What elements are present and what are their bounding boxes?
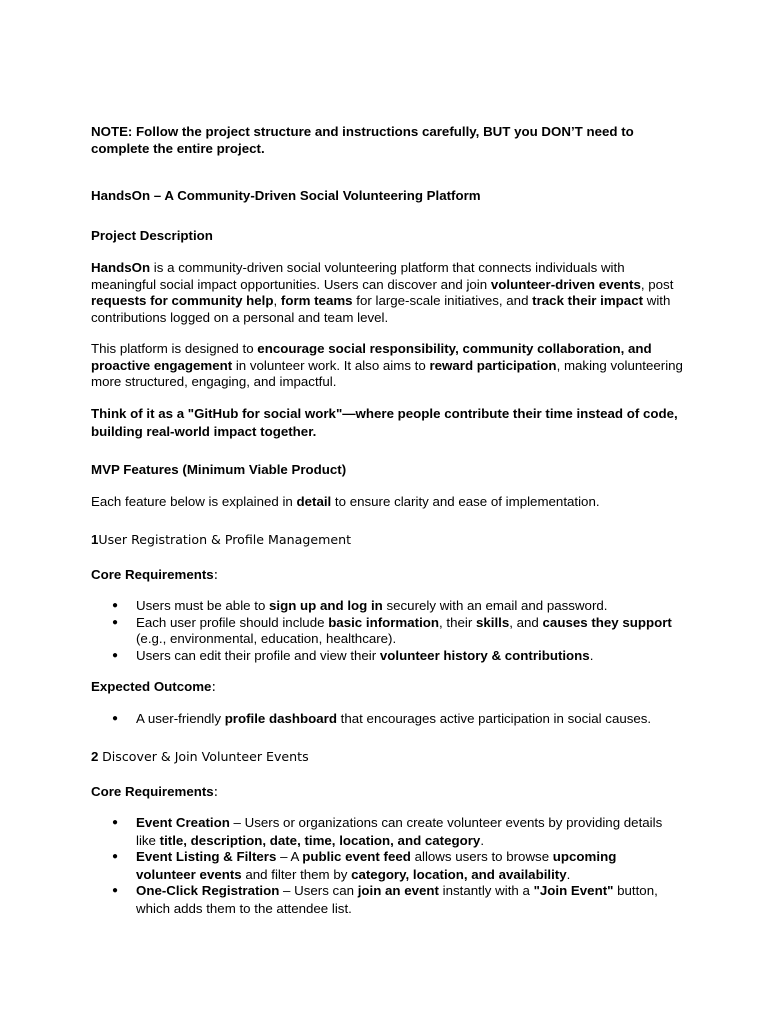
section-title: Discover & Join Volunteer Events — [102, 749, 309, 764]
section-title: User Registration & Profile Management — [98, 532, 352, 547]
heading-text: Core Requirements — [91, 784, 214, 799]
bold-run: title, description, date, time, location, and category — [159, 832, 481, 848]
text-run: Each user profile should include — [136, 614, 329, 630]
section-2-heading — [91, 749, 691, 766]
bold-run: "Join Event" — [533, 883, 614, 899]
bold-run: requests for community help — [91, 293, 274, 309]
heading-text: Expected Outcome — [91, 679, 212, 694]
bold-run: causes they support — [542, 614, 672, 630]
heading-colon: : — [213, 568, 219, 583]
text-run: in volunteer work. It also aims to — [232, 357, 430, 373]
text-run: . — [480, 832, 485, 848]
core-requirements-list — [112, 815, 672, 918]
title-text: HandsOn – A Community-Driven Social Volunteering Platform — [91, 188, 481, 203]
text-run: with contributions logged on a personal and team level. — [91, 293, 671, 325]
heading-text: MVP Features (Minimum Viable Product) — [91, 462, 347, 477]
text-run: , making volunteering more structured, engaging, and impactful. — [91, 357, 683, 390]
bold-run: public event feed — [302, 849, 411, 865]
heading-text: Core Requirements — [91, 567, 214, 582]
bold-run: Event Listing & Filters — [136, 849, 277, 865]
text-run: is a community-driven social volunteering platform that connects individuals with meaningful social impact opportunities. Users can discover and join — [91, 260, 625, 292]
text-run: – Users can — [279, 883, 358, 899]
intro-paragraph — [91, 260, 691, 326]
brand-name: HandsOn — [91, 260, 151, 275]
note-paragraph: NOTE: Follow the project structure and instructions carefully, BUT you DON’T need to complete the entire project. — [91, 124, 634, 156]
text-run: Each feature below is explained in — [91, 494, 297, 509]
text-run: (e.g., environmental, education, healthcare). — [136, 631, 397, 647]
text-run: to ensure clarity and ease of implementation. — [331, 494, 600, 509]
list-item — [112, 711, 672, 728]
text-run: Users can edit their profile and view their — [136, 647, 380, 663]
text-run: Users must be able to — [136, 598, 270, 613]
list-item — [112, 883, 672, 917]
text-run: securely with an email and password. — [382, 598, 608, 613]
text-run: , and — [509, 614, 543, 630]
think-paragraph — [91, 406, 691, 440]
bold-run: volunteer history & contributions — [379, 647, 590, 663]
bold-run: track their impact — [532, 293, 644, 309]
heading-colon: : — [213, 785, 219, 800]
mvp-heading — [91, 462, 691, 480]
bold-run: One-Click Registration — [136, 883, 280, 899]
expected-outcome-heading — [91, 679, 691, 697]
section-number: 2 — [91, 749, 99, 764]
bold-run: sign up and log in — [269, 598, 383, 613]
bold-run: form teams — [280, 293, 353, 309]
list-item — [112, 648, 672, 665]
text-run: , post — [640, 276, 674, 292]
bold-run: encourage social responsibility, community collaboration, and proactive engagement — [91, 341, 652, 373]
text-run: – A — [276, 849, 303, 865]
text-run: This platform is designed to — [91, 341, 258, 356]
bold-run: profile dashboard — [224, 711, 337, 726]
heading-colon: : — [211, 680, 216, 695]
text-run: , their — [439, 614, 476, 630]
text-run: – Users or organizations can create volunteer events by providing details like — [136, 815, 663, 848]
text-run: instantly with a — [438, 883, 534, 899]
project-description-heading — [91, 228, 691, 246]
core-requirements-list — [112, 598, 672, 664]
text-run: allows users to browse — [410, 849, 553, 865]
core-requirements-heading — [91, 567, 691, 585]
section-1-heading — [91, 532, 691, 549]
text-run: . — [566, 866, 571, 882]
text-run: . — [589, 647, 594, 663]
text-run: button, which adds them to the attendee list. — [136, 883, 658, 916]
list-item — [112, 615, 672, 648]
bold-run: skills — [475, 614, 510, 630]
core-requirements-heading — [91, 784, 691, 802]
design-paragraph — [91, 341, 691, 391]
heading-text: Project Description — [91, 228, 213, 243]
bold-run: reward participation — [429, 357, 557, 373]
bold-run: join an event — [357, 883, 439, 899]
text-run: , — [273, 293, 281, 309]
bold-run: volunteer-driven events — [490, 276, 641, 292]
list-item — [112, 849, 672, 883]
bold-run: upcoming volunteer events — [136, 849, 617, 882]
section-number: 1 — [91, 532, 99, 547]
bold-run: category, location, and availability — [351, 866, 567, 882]
text-run: and filter them by — [241, 866, 352, 882]
list-item — [112, 815, 672, 849]
expected-outcome-list — [112, 711, 672, 728]
text-run: for large-scale initiatives, and — [352, 293, 533, 309]
bold-run: Event Creation — [136, 815, 230, 830]
bold-run: basic information — [328, 614, 440, 630]
list-item — [112, 598, 672, 615]
text-run: A user-friendly — [136, 711, 225, 726]
bold-run: detail — [296, 494, 332, 509]
think-text: Think of it as a "GitHub for social work"—where people contribute their time instead of code, building real-world impact together. — [91, 406, 678, 439]
text-run: that encourages active participation in social causes. — [336, 711, 652, 726]
page-title — [91, 188, 691, 206]
each-feature-paragraph — [91, 494, 691, 511]
